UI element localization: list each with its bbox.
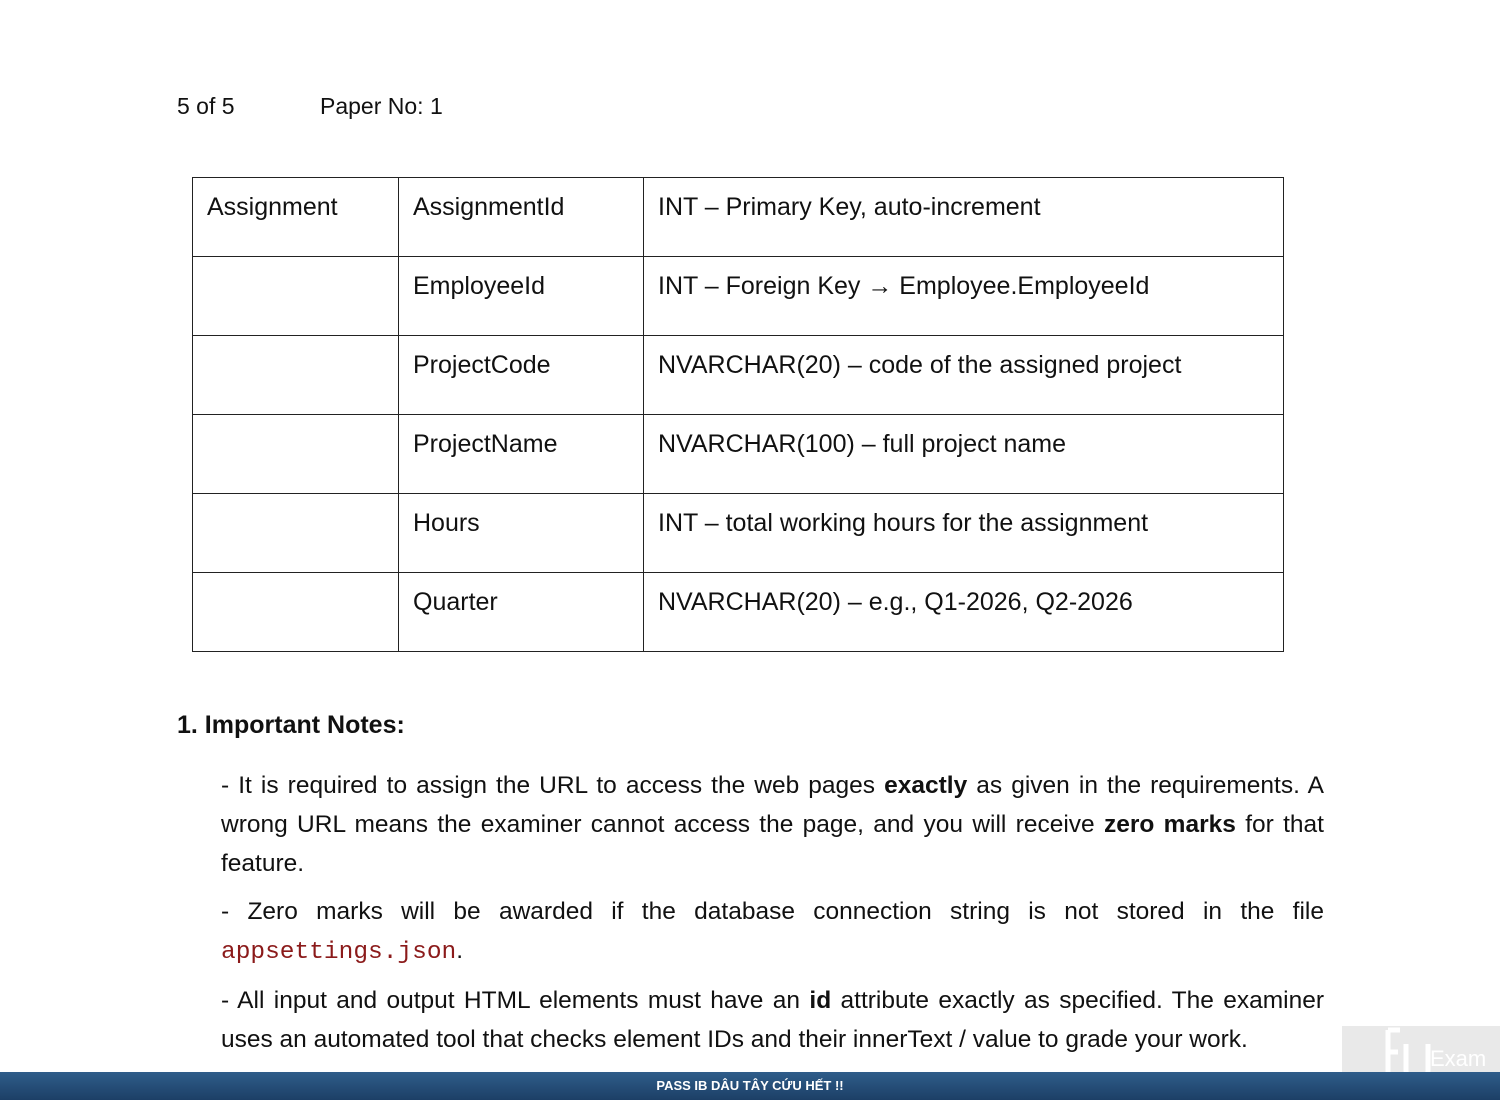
schema-table: [192, 177, 1284, 652]
note-text: - Zero marks will be awarded if the database connection string is not stored in the file: [221, 898, 1324, 925]
description-cell: INT – Primary Key, auto-increment: [644, 178, 1284, 257]
field-cell: Hours: [399, 494, 644, 573]
footer-banner: PASS IB DÂU TÂY CỨU HẾT !!: [0, 1072, 1500, 1100]
entity-cell: [193, 257, 399, 336]
note-text: .: [456, 937, 464, 964]
note-element-ids: [221, 981, 1324, 1059]
entity-cell: Assignment: [193, 178, 399, 257]
table-row: [193, 257, 1284, 336]
note-text: attribute exactly as specified. The examiner uses an automated tool that checks element IDs and their innerText / value to grade your work.: [221, 987, 1324, 1053]
entity-cell: [193, 415, 399, 494]
table-row: [193, 336, 1284, 415]
field-cell: AssignmentId: [399, 178, 644, 257]
entity-cell: [193, 336, 399, 415]
table-row: [193, 415, 1284, 494]
note-text: as given in the requirements. A wrong URL means the examiner cannot access the page, and you will receive: [221, 772, 1324, 838]
notes-body: [221, 766, 1324, 1068]
note-text: for that feature.: [221, 811, 1324, 877]
field-cell: EmployeeId: [399, 257, 644, 336]
watermark-text: Exam: [1430, 1046, 1487, 1071]
note-text: - It is required to assign the URL to access the web pages: [221, 772, 885, 799]
description-cell: NVARCHAR(100) – full project name: [644, 415, 1284, 494]
notes-heading: 1. Important Notes:: [177, 711, 405, 739]
note-emphasis: id: [809, 987, 832, 1014]
paper-number: Paper No: 1: [320, 93, 443, 119]
note-emphasis: exactly: [884, 772, 968, 799]
page-header: [177, 90, 443, 122]
note-connection-string: [221, 892, 1324, 972]
field-cell: ProjectName: [399, 415, 644, 494]
field-cell: Quarter: [399, 573, 644, 652]
entity-cell: [193, 494, 399, 573]
note-text: - All input and output HTML elements must have an: [221, 987, 810, 1014]
table-row: [193, 178, 1284, 257]
description-cell: NVARCHAR(20) – e.g., Q1-2026, Q2-2026: [644, 573, 1284, 652]
description-cell: INT – total working hours for the assignment: [644, 494, 1284, 573]
config-filename: appsettings.json: [221, 939, 457, 966]
field-cell: ProjectCode: [399, 336, 644, 415]
table-row: [193, 573, 1284, 652]
table-row: [193, 494, 1284, 573]
note-emphasis: zero marks: [1103, 811, 1236, 838]
note-url: [221, 766, 1324, 883]
page-indicator: 5 of 5: [177, 93, 235, 119]
description-cell: INT – Foreign Key → Employee.EmployeeId: [644, 257, 1284, 336]
entity-cell: [193, 573, 399, 652]
description-cell: NVARCHAR(20) – code of the assigned project: [644, 336, 1284, 415]
